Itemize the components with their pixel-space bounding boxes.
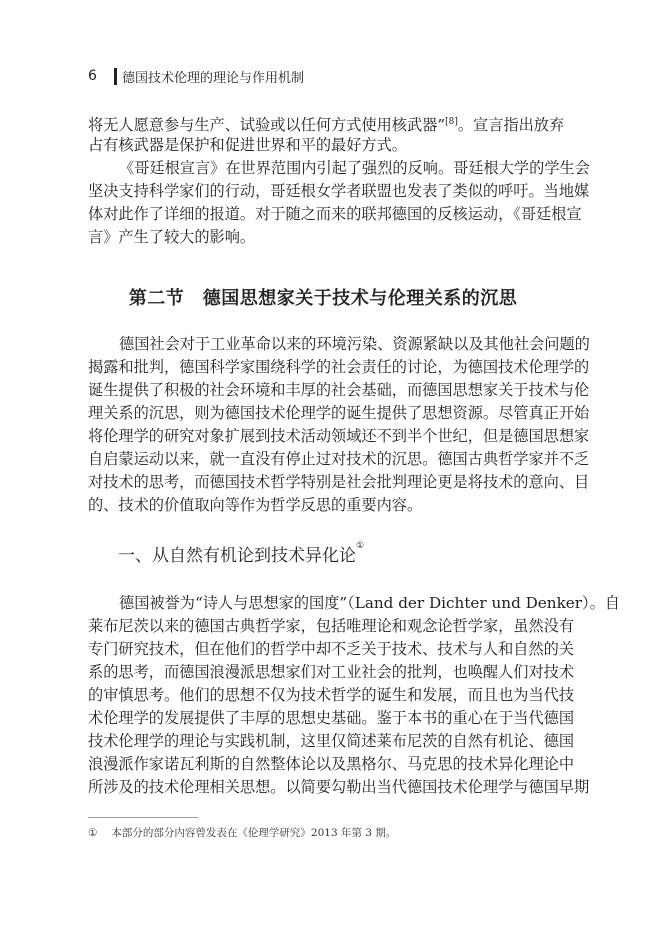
text-line: 系的思考，而德国浪漫派思想家们对工业社会的批判，也唤醒人们对技术 bbox=[88, 663, 574, 681]
text-line: 坚决支持科学家们的行动，哥廷根女学者联盟也发表了类似的呼吁。当地媒 bbox=[88, 182, 590, 200]
text-line: 对技术的思考，而德国技术哲学特别是社会批判理论更是将技术的意向、目 bbox=[88, 473, 590, 491]
text-line: 理关系的沉思，则为德国技术伦理学的诞生提供了思想资源。尽管真正开始 bbox=[88, 404, 590, 422]
text-line: 所涉及的技术伦理相关思想。以简要勾勒出当代德国技术伦理学与德国早期 bbox=[88, 778, 590, 796]
footnote-rule bbox=[88, 817, 198, 818]
text-line: 的审慎思考。他们的思想不仅为技术哲学的诞生和发展，而且也为当代技 bbox=[88, 686, 574, 704]
text-line: 德国社会对于工业革命以来的环境污染、资源紧缺以及其他社会问题的 bbox=[119, 335, 590, 353]
paragraph-2 bbox=[88, 157, 590, 249]
text-line: 诞生提供了积极的社会环境和丰厚的社会基础，而德国思想家关于技术与伦 bbox=[88, 381, 590, 399]
text-line: 德国被誉为“诗人与思想家的国度”（Land der Dichter und Denker）。自 bbox=[119, 594, 620, 612]
footnote-text: 本部分的部分内容曾发表在《伦理学研究》2013 年第 3 期。 bbox=[111, 827, 397, 839]
running-header bbox=[88, 66, 304, 86]
text-line: 技术伦理学的理论与实践机制，这里仅简述莱布尼茨的自然有机论、德国 bbox=[88, 732, 574, 750]
text-line: 将伦理学的研究对象扩展到技术活动领域还不到半个世纪，但是德国思想家 bbox=[88, 427, 590, 445]
header-divider bbox=[114, 68, 117, 85]
footnote bbox=[88, 825, 396, 840]
text-line: 《哥廷根宣言》在世界范围内引起了强烈的反响。哥廷根大学的学生会 bbox=[119, 159, 590, 177]
text-line: 自启蒙运动以来，就一直没有停止过对技术的沉思。德国古典哲学家并不乏 bbox=[88, 450, 590, 468]
text-line: 的、技术的价值取向等作为哲学反思的重要内容。 bbox=[88, 496, 423, 514]
paragraph-1 bbox=[88, 111, 565, 157]
text-line: 揭露和批判，德国科学家围绕科学的社会责任的讨论，为德国技术伦理学的 bbox=[88, 358, 590, 376]
section-heading: 第二节 德国思想家关于技术与伦理关系的沉思 bbox=[128, 288, 518, 309]
subsection-title: 一、从自然有机论到技术异化论 bbox=[118, 546, 356, 566]
citation-ref: [8] bbox=[445, 117, 458, 127]
paragraph-3 bbox=[88, 333, 590, 517]
text-line: 言》产生了较大的影响。 bbox=[88, 228, 256, 246]
text-line: 专门研究技术，但在他们的哲学中却不乏关于技术、技术与人和自然的关 bbox=[88, 640, 574, 658]
paragraph-4 bbox=[88, 592, 620, 799]
book-title: 德国技术伦理的理论与作用机制 bbox=[122, 70, 305, 86]
text-line: 浪漫派作家诺瓦利斯的自然整体论以及黑格尔、马克思的技术异化理论中 bbox=[88, 755, 574, 773]
text-line: 体对此作了详细的报道。对于随之而来的联邦德国的反核运动，《哥廷根宣 bbox=[88, 205, 582, 223]
footnote-number: ① bbox=[88, 827, 98, 839]
text-line: 莱布尼茨以来的德国古典哲学家，包括唯理论和观念论哲学家，虽然没有 bbox=[88, 617, 574, 635]
text-line: 将无人愿意参与生产、试验或以任何方式使用核武器”[8]。宣言指出放弃 bbox=[88, 116, 565, 135]
page-number: 6 bbox=[88, 68, 97, 84]
subsection-heading bbox=[118, 541, 364, 566]
footnote-mark: ① bbox=[356, 541, 365, 551]
text-line: 占有核武器是保护和促进世界和平的最好方式。 bbox=[88, 136, 407, 154]
text-line: 术伦理学的发展提供了丰厚的思想史基础。鉴于本书的重心在于当代德国 bbox=[88, 709, 574, 727]
